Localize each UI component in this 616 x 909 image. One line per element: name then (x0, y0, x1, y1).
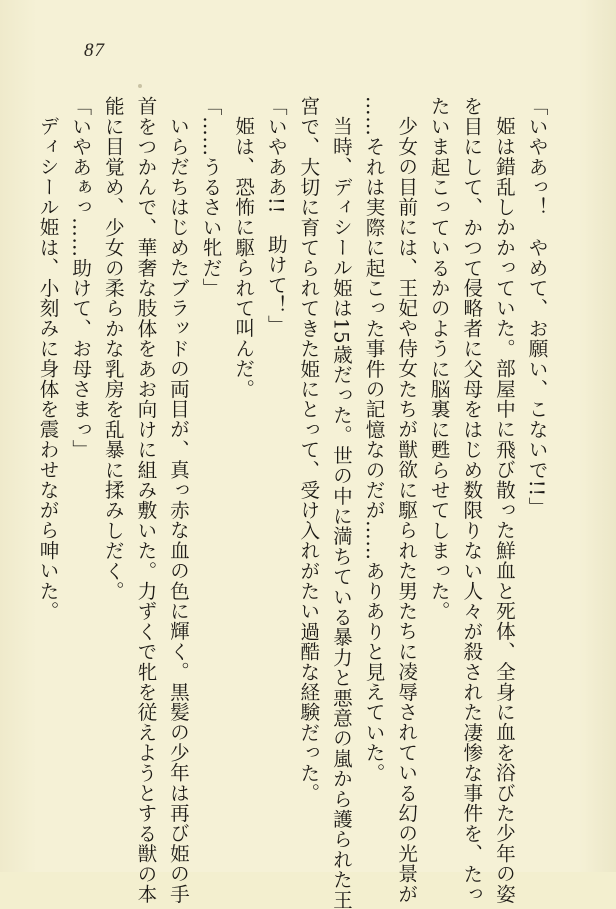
text-line: を目にして、かつて侵略者に父母をはじめ数限りない人々が殺された凄惨な事件を、たっ (459, 96, 483, 904)
text-line: 当時、ディシール姫は15歳だった。世の中に満ちている暴力と悪意の嵐から護られた王 (329, 115, 353, 909)
body-text (31, 96, 553, 909)
text-line: 「いやあっ！ やめて、お願い、こないで!!」 (525, 96, 548, 517)
text-line: 能に目覚め、少女の柔らかな乳房を乱暴に揉みしだく。 (101, 96, 125, 601)
page-number: 87 (84, 40, 105, 61)
text-line: 首をつかんで、華奢な肢体をあお向けに組み敷いた。力ずくで牝を従えようとする獣の本 (133, 96, 157, 904)
text-line: 「いやあぁっ……助けて、お母さまっ」 (68, 96, 92, 460)
text-line: いらだちはじめたブラッドの両目が、真っ赤な血の色に輝く。黒髪の少年は再び姫の手 (166, 115, 190, 904)
text-line: ……それは実際に起こった事件の記憶なのだが……ありありと見えていた。 (362, 96, 386, 783)
text-line: 「いやああ!! 助けて！」 (264, 96, 288, 336)
margin-dot (138, 84, 142, 88)
text-line: 姫は錯乱しかかっていた。部屋中に飛び散った鮮血と死体、全身に血を浴びた少年の姿 (492, 115, 516, 904)
text-line: 宮で、大切に育てられてきた姫にとって、受け入れがたい過酷な経験だった。 (296, 96, 320, 803)
text-line: 姫は、恐怖に駆られて叫んだ。 (231, 115, 255, 399)
text-line: 「……うるさい牝だ」 (199, 96, 223, 298)
text-line: たいま起こっているかのように脳裏に甦らせてしまった。 (427, 96, 451, 622)
text-line: 少女の目前には、王妃や侍女たちが獣欲に駆られた男たちに凌辱されている幻の光景が (394, 115, 418, 904)
text-line: ディシール姫は、小刻みに身体を震わせながら呻いた。 (36, 115, 60, 621)
